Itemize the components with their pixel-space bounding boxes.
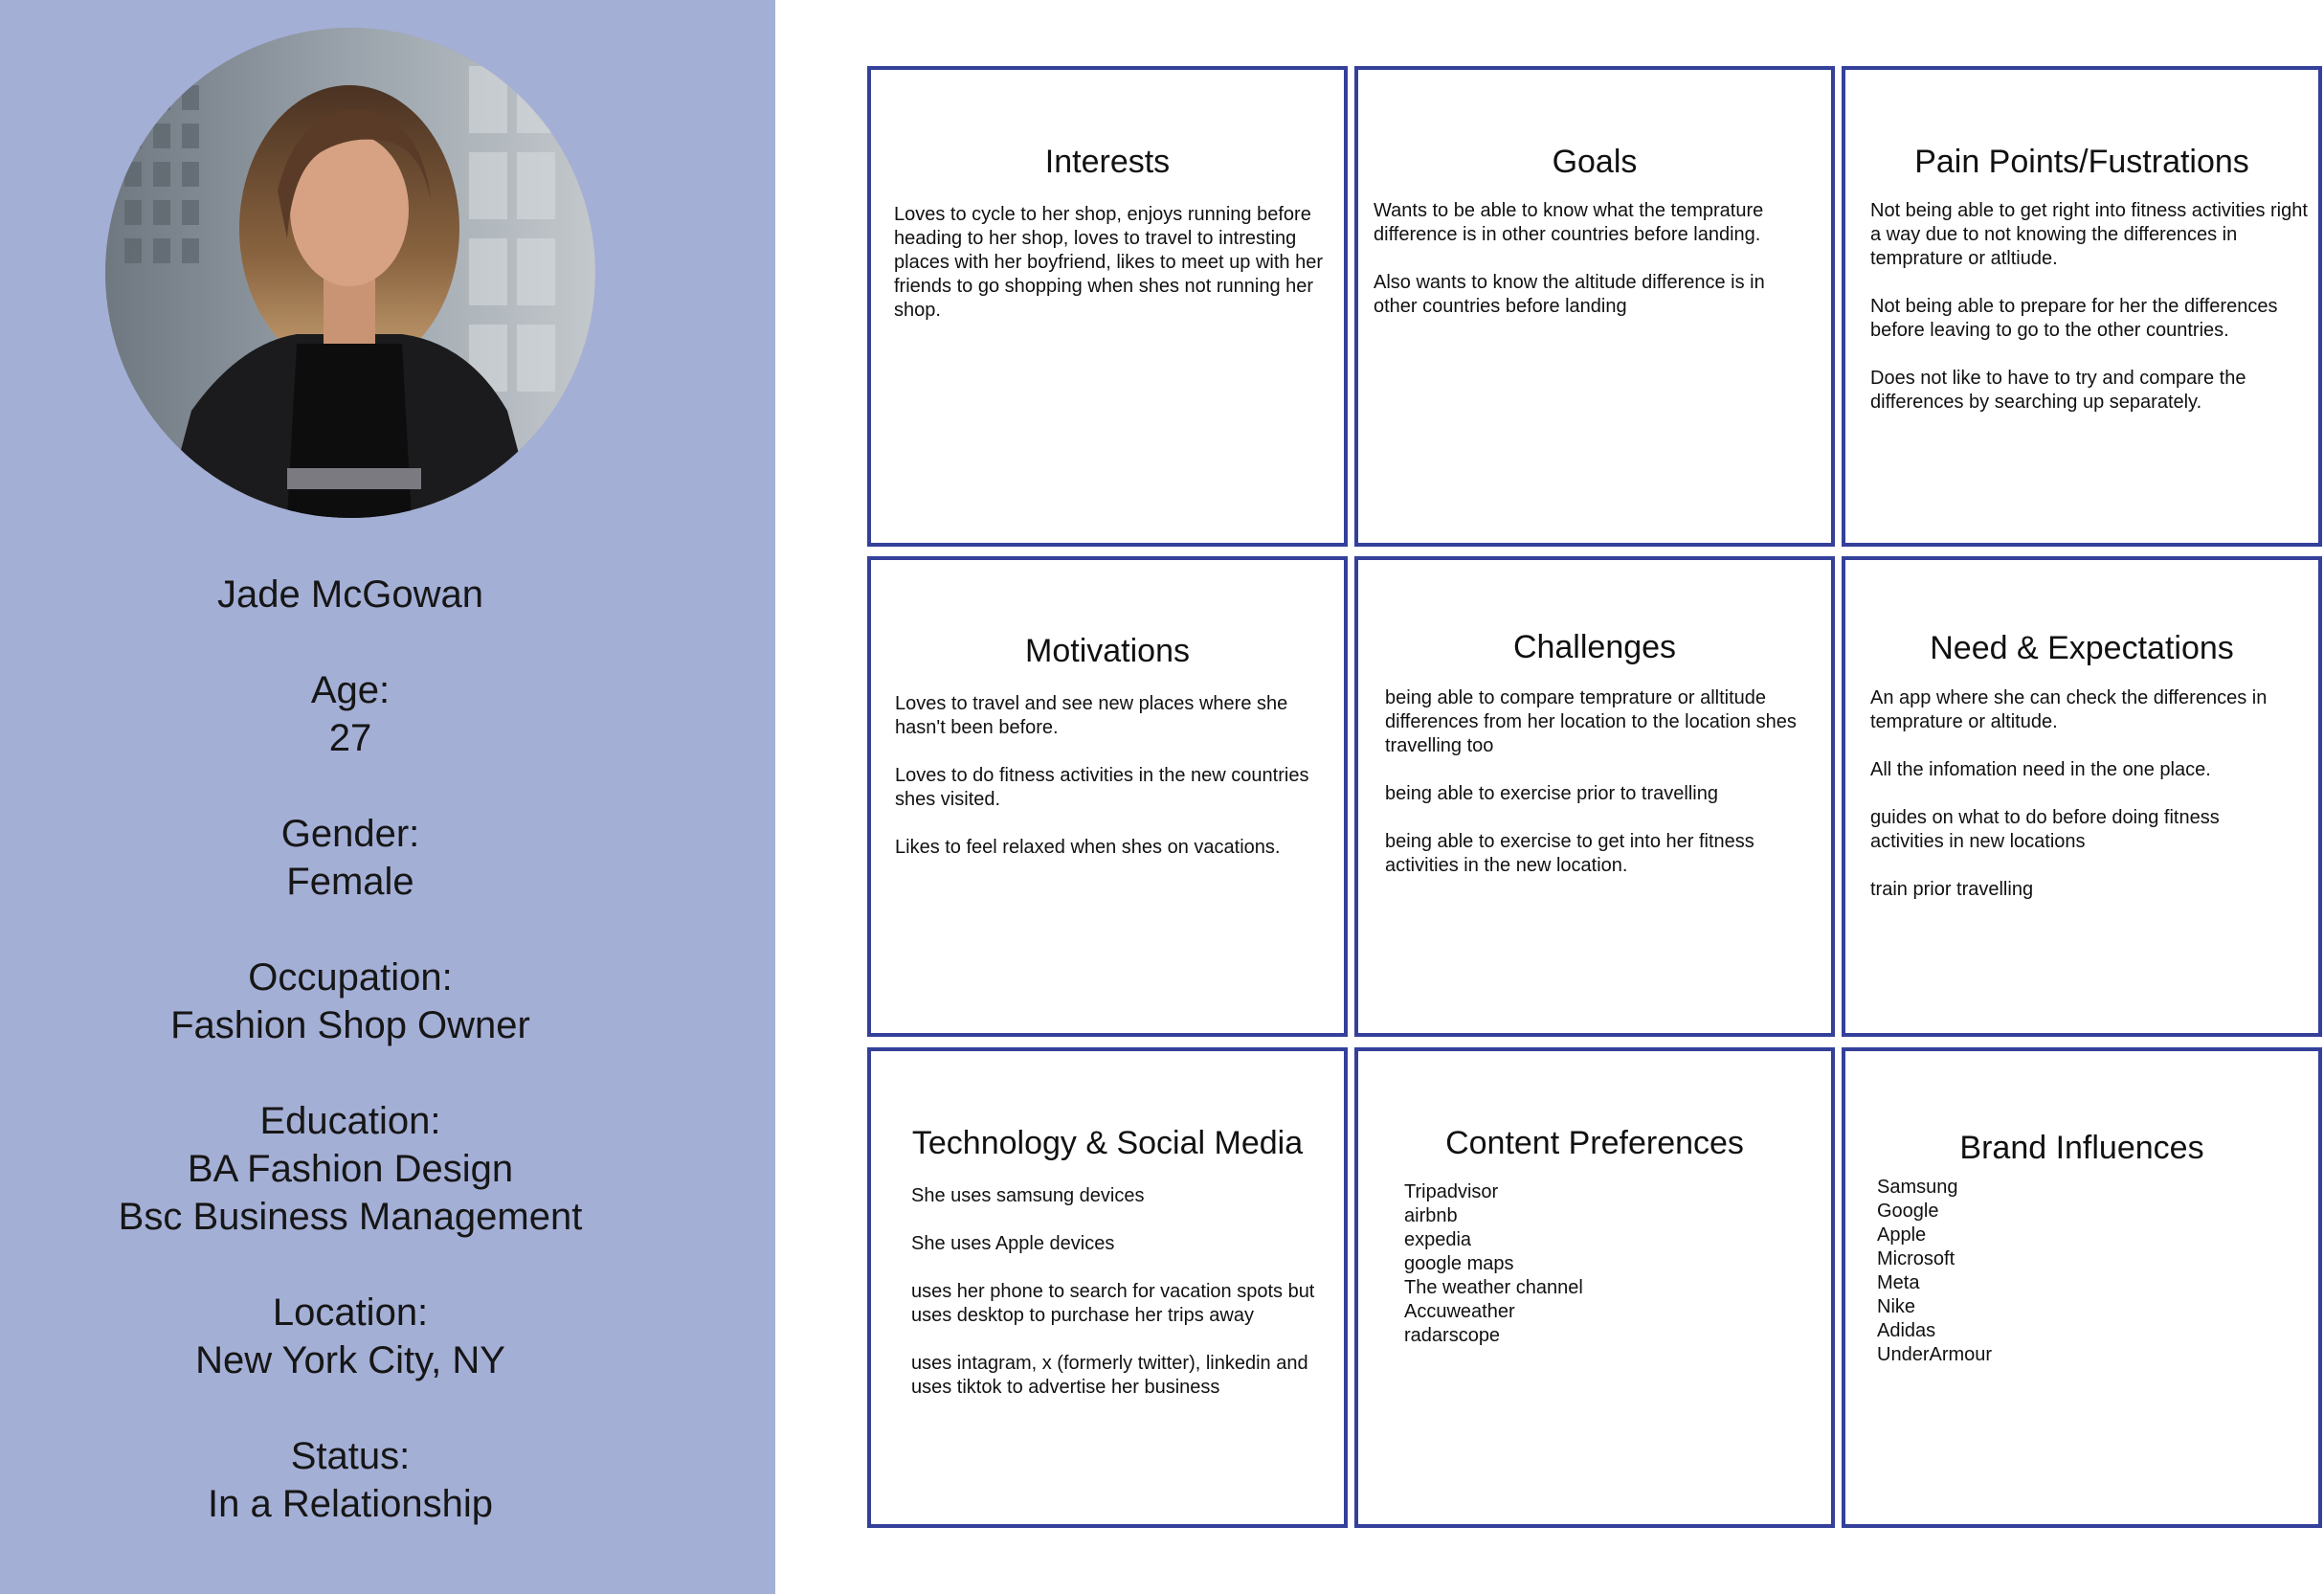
card-body xyxy=(895,692,1326,884)
list-item: expedia xyxy=(1404,1229,1472,1250)
card-paragraph: Loves to do fitness activities in the new countries shes visited. xyxy=(895,765,1309,810)
list-item: Apple xyxy=(1877,1224,1927,1246)
card-goals xyxy=(1354,66,1835,547)
card-paragraph: An app where she can check the differences in temprature or altitude. xyxy=(1870,687,2268,732)
card-title: Pain Points/Fustrations xyxy=(1914,144,2249,180)
list-item: Microsoft xyxy=(1877,1248,1955,1269)
card-paragraph: Wants to be able to know what the temprature difference is in other countries before landing. xyxy=(1374,200,1764,245)
age-value: 27 xyxy=(328,717,372,759)
card-paragraph: Loves to travel and see new places where she hasn't been before. xyxy=(895,693,1288,738)
status-value: In a Relationship xyxy=(208,1483,493,1525)
card-title: Motivations xyxy=(1025,633,1190,669)
card-title: Challenges xyxy=(1512,629,1677,665)
education-value-1: BA Fashion Design xyxy=(187,1148,514,1190)
profile-panel xyxy=(0,0,775,1594)
list-item: The weather channel xyxy=(1404,1277,1583,1298)
card-paragraph: Likes to feel relaxed when shes on vacations. xyxy=(895,837,1281,858)
card-paragraph: All the infomation need in the one place. xyxy=(1870,759,2211,780)
card-paragraph: Does not like to have to try and compare the differences by searching up separately. xyxy=(1870,368,2246,413)
card-body xyxy=(1404,1180,1806,1348)
list-item: Meta xyxy=(1877,1272,1920,1293)
card-paragraph: being able to exercise to get into her fitness activities in the new location. xyxy=(1385,831,1754,876)
list-item: Accuweather xyxy=(1404,1301,1515,1322)
list-item: Nike xyxy=(1877,1296,1916,1317)
card-body xyxy=(911,1184,1337,1424)
card-title: Content Preferences xyxy=(1445,1125,1744,1161)
card-title: Technology & Social Media xyxy=(911,1125,1304,1161)
card-paragraph: She uses Apple devices xyxy=(911,1233,1115,1254)
gender-label: Gender: xyxy=(280,813,420,855)
list-item: Google xyxy=(1877,1201,1939,1222)
card-body xyxy=(894,203,1344,347)
card-paragraph: train prior travelling xyxy=(1870,879,2034,900)
location-label: Location: xyxy=(272,1291,429,1334)
card-paragraph: being able to exercise prior to travelling xyxy=(1385,783,1718,804)
education-value-2: Bsc Business Management xyxy=(118,1196,583,1238)
list-item: Adidas xyxy=(1877,1320,1936,1341)
location-value: New York City, NY xyxy=(195,1339,505,1381)
profile-age xyxy=(0,666,701,762)
card-paragraph: Not being able to get right into fitness activities right a way due to not knowing the differences in temprature or atltiude. xyxy=(1870,200,2308,269)
card-content-preferences xyxy=(1354,1047,1835,1528)
occupation-value: Fashion Shop Owner xyxy=(170,1004,530,1046)
profile-location xyxy=(0,1289,701,1384)
profile-gender xyxy=(0,810,701,906)
card-title: Need & Expectations xyxy=(1930,630,2234,666)
gender-value: Female xyxy=(286,861,414,903)
list-item: radarscope xyxy=(1404,1325,1501,1346)
card-brand-influences xyxy=(1842,1047,2322,1528)
card-interests xyxy=(867,66,1348,547)
card-paragraph: She uses samsung devices xyxy=(911,1185,1145,1206)
card-paragraph: Loves to cycle to her shop, enjoys running before heading to her shop, loves to travel to intresting places with her boyfriend, likes to meet up with her friends to go shopping when shes not running her shop. xyxy=(894,204,1323,321)
education-label: Education: xyxy=(259,1100,441,1142)
avatar xyxy=(105,28,595,518)
card-challenges xyxy=(1354,556,1835,1037)
card-body xyxy=(1877,1176,2279,1367)
card-paragraph: uses intagram, x (formerly twitter), linkedin and uses tiktok to advertise her business xyxy=(911,1353,1308,1398)
card-body xyxy=(1385,686,1806,902)
profile-name: Jade McGowan xyxy=(217,573,483,616)
list-item: UnderArmour xyxy=(1877,1344,1993,1365)
card-title: Interests xyxy=(1044,144,1171,180)
card-body xyxy=(1870,199,2311,438)
list-item: Samsung xyxy=(1877,1177,1958,1198)
card-title: Brand Influences xyxy=(1959,1130,2204,1166)
card-paragraph: Not being able to prepare for her the differences before leaving to go to the other countries. xyxy=(1870,296,2278,341)
profile-education xyxy=(0,1097,701,1241)
card-body xyxy=(1374,199,1795,343)
card-paragraph: Also wants to know the altitude difference is in other countries before landing xyxy=(1374,272,1765,317)
card-technology-social-media xyxy=(867,1047,1348,1528)
occupation-label: Occupation: xyxy=(248,956,453,999)
card-pain-points xyxy=(1842,66,2322,547)
profile-occupation xyxy=(0,954,701,1049)
card-needs-expectations xyxy=(1842,556,2322,1037)
card-motivations xyxy=(867,556,1348,1037)
list-item: google maps xyxy=(1404,1253,1514,1274)
card-paragraph: guides on what to do before doing fitness activities in new locations xyxy=(1870,807,2220,852)
list-item: Tripadvisor xyxy=(1404,1181,1499,1202)
profile-details xyxy=(0,571,701,1576)
list-item: airbnb xyxy=(1404,1205,1458,1226)
age-label: Age: xyxy=(310,669,391,711)
card-paragraph: being able to compare temprature or alltitude differences from her location to the location shes travelling too xyxy=(1385,687,1797,756)
status-label: Status: xyxy=(290,1435,411,1477)
card-body xyxy=(1870,686,2291,926)
profile-status xyxy=(0,1432,701,1528)
card-paragraph: uses her phone to search for vacation spots but uses desktop to purchase her trips away xyxy=(911,1281,1315,1326)
card-title: Goals xyxy=(1552,144,1638,180)
